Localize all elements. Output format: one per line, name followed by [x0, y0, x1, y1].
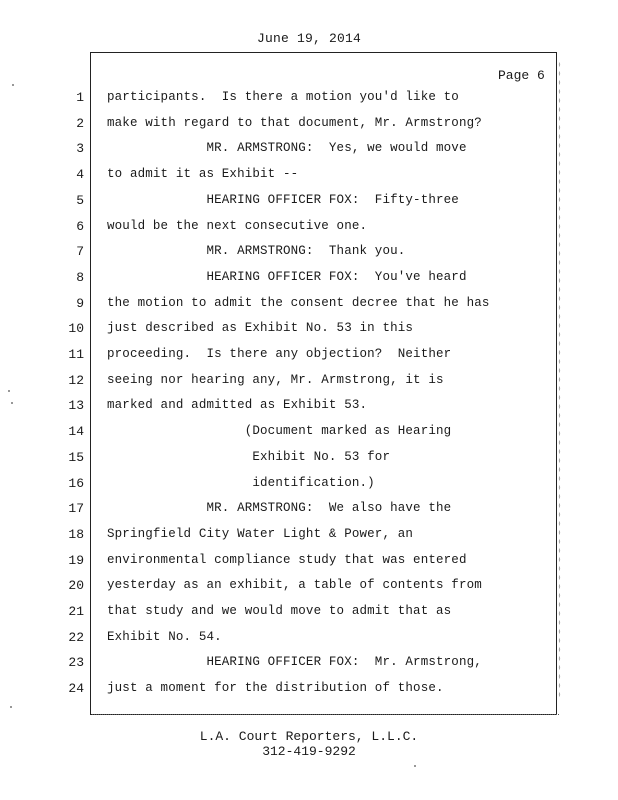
transcript-line-text: MR. ARMSTRONG: Thank you.: [107, 244, 406, 258]
line-number: 24: [68, 681, 84, 696]
line-number: 11: [68, 347, 84, 362]
line-number: 20: [68, 578, 84, 593]
transcript-line-text: Exhibit No. 53 for: [107, 450, 391, 464]
frame-bottom-edge: [92, 714, 559, 718]
transcript-line-text: MR. ARMSTRONG: We also have the: [107, 501, 452, 515]
transcript-line-text: Springfield City Water Light & Power, an: [107, 527, 414, 541]
transcript-line-text: MR. ARMSTRONG: Yes, we would move: [107, 141, 467, 155]
line-number: 19: [68, 553, 84, 568]
line-number: 16: [68, 476, 84, 491]
transcript-line-text: just described as Exhibit No. 53 in this: [107, 321, 414, 335]
footer-phone: 312-419-9292: [262, 744, 356, 759]
transcript-line-text: HEARING OFFICER FOX: Mr. Armstrong,: [107, 655, 482, 669]
line-number: 9: [76, 296, 84, 311]
line-number: 2: [76, 116, 84, 131]
transcript-line-text: yesterday as an exhibit, a table of contents from: [107, 578, 482, 592]
scan-speck: [12, 84, 14, 86]
line-number: 14: [68, 424, 84, 439]
line-number: 5: [76, 193, 84, 208]
line-number: 3: [76, 141, 84, 156]
line-number: 13: [68, 398, 84, 413]
scan-speck: [11, 402, 13, 404]
transcript-line-text: HEARING OFFICER FOX: You've heard: [107, 270, 467, 284]
transcript-line-text: to admit it as Exhibit --: [107, 167, 299, 181]
transcript-line-text: environmental compliance study that was entered: [107, 553, 467, 567]
scan-speck: [414, 765, 416, 767]
transcript-line-text: just a moment for the distribution of those.: [107, 681, 444, 695]
transcript-line-text: that study and we would move to admit that as: [107, 604, 452, 618]
transcript-line-text: HEARING OFFICER FOX: Fifty-three: [107, 193, 459, 207]
line-number: 18: [68, 527, 84, 542]
header-date: June 19, 2014: [256, 31, 362, 46]
line-number: 7: [76, 244, 84, 259]
line-number: 4: [76, 167, 84, 182]
transcript-line-text: marked and admitted as Exhibit 53.: [107, 398, 368, 412]
page-label: Page 6: [498, 68, 545, 83]
transcript-line-text: proceeding. Is there any objection? Neither: [107, 347, 452, 361]
line-number: 22: [68, 630, 84, 645]
transcript-line-text: (Document marked as Hearing: [107, 424, 452, 438]
line-number: 15: [68, 450, 84, 465]
transcript-line-text: participants. Is there a motion you'd like to: [107, 90, 459, 104]
line-number: 10: [68, 321, 84, 336]
transcript-line-text: the motion to admit the consent decree that he has: [107, 296, 490, 310]
line-number: 1: [76, 90, 84, 105]
line-number: 17: [68, 501, 84, 516]
transcript-line-text: would be the next consecutive one.: [107, 219, 368, 233]
transcript-line-text: identification.): [107, 476, 375, 490]
transcript-line-text: make with regard to that document, Mr. Armstrong?: [107, 116, 482, 130]
line-number: 23: [68, 655, 84, 670]
transcript-line-text: Exhibit No. 54.: [107, 630, 222, 644]
scan-speck: [8, 390, 10, 392]
line-number: 8: [76, 270, 84, 285]
margin-specks: [558, 60, 561, 700]
line-number: 6: [76, 219, 84, 234]
transcript-line-text: seeing nor hearing any, Mr. Armstrong, it is: [107, 373, 444, 387]
footer-company: L.A. Court Reporters, L.L.C.: [199, 729, 419, 744]
scan-speck: [10, 706, 12, 708]
line-number: 21: [68, 604, 84, 619]
line-number: 12: [68, 373, 84, 388]
